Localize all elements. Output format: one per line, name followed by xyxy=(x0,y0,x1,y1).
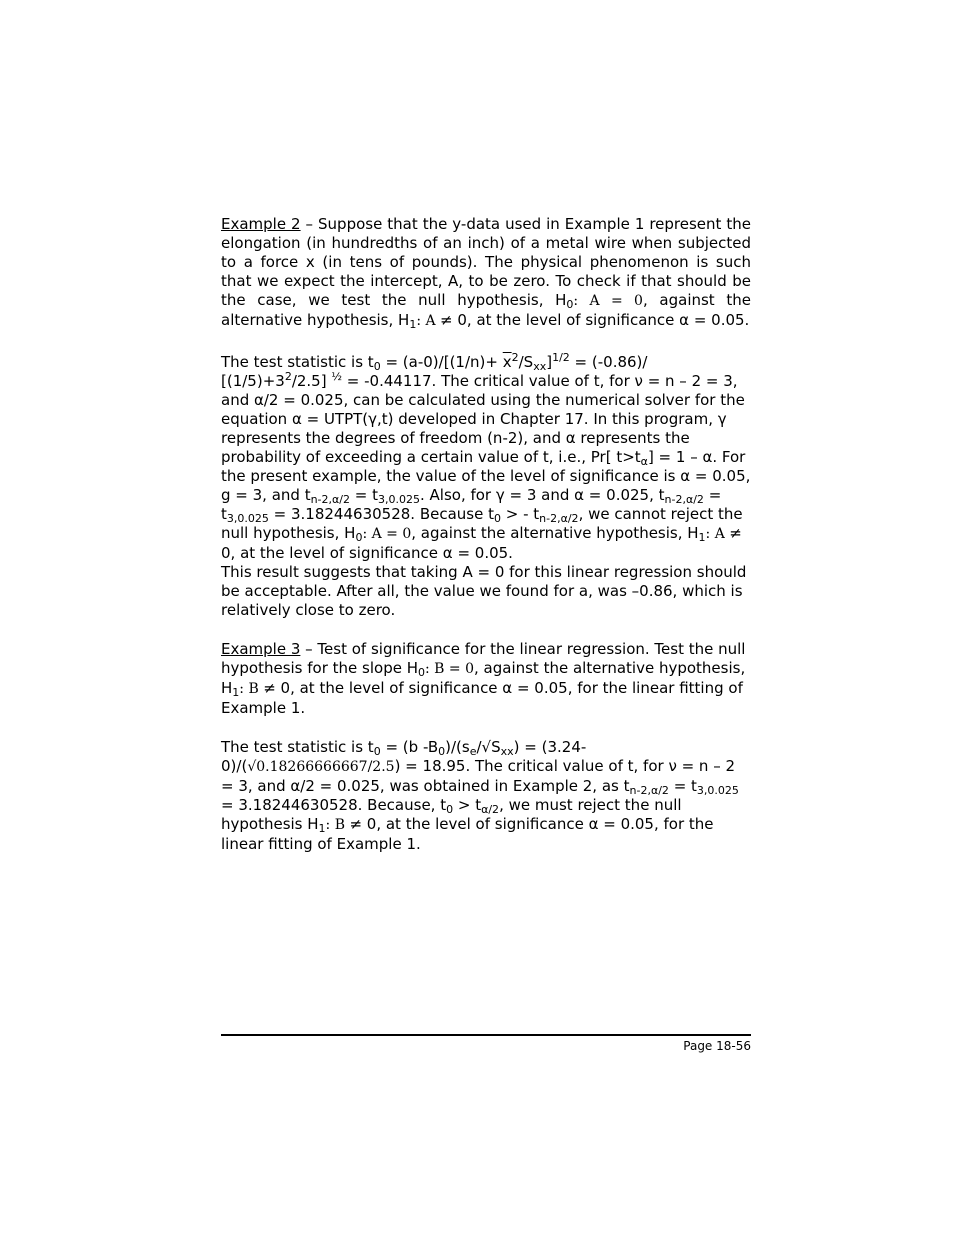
example-3-heading: Example 3 xyxy=(221,640,301,658)
example-2-test-statistic-paragraph: The test statistic is $t_0 = (a-0)/[(1/n)+ \overline{x}^2/S_{xx}]^{1/2} = (-0.86)/$ $[(1/5)+3^2/2.5] ^{\frac{1}{2}} = -0.44117$. The critical value of t, for ν = n – 2 = 3, and α/2 = 0.025, can be calculated using the numerical solver for the equation α = UTPT(γ,t) developed in Chapter 17. In this program, γ represents the degrees of freedom (n-2), and α represents the probability of exceeding a certain value of t, i.e., Pr[ $t>t_\alpha] = 1 - \alpha$. For the present example, the value of the level of significance is α = 0.05, g = 3, and $t_{n-2,\alpha/2} = t_{3,0.025}$. Also, for γ = 3 and α = 0.025, $t_{n-2,\alpha/2} = t_{3,0.025} = 3.18244630528$. Because $t_0$ > - $t_{n-2,\alpha/2}$, we cannot reject the null hypothesis, $H_0$: A = 0, against the alternative hypothesis, $H_1$: A ≠ 0, at the level of significance α = 0.05. xyxy=(221,351,751,562)
example-3-paragraph: Example 3 – Test of significance for the linear regression. Test the null hypothesis for the slope $H_0$: B = 0, against the alternative hypothesis, $H_1$: B ≠ 0, at the level of significance α = 0.05, for the linear fitting of Example 1. xyxy=(221,640,746,717)
example-3-test-statistic-paragraph: The test statistic is $t_0 = (b$ $-B_0)/(s_e/√S_{xx}) = (3.24-0)/(√0.18266666667/2.5) = 18.95$. The critical value of t, for ν = n – 2 = 3, and α/2 = 0.025, was obtained in Example 2, as $t_{n-2,\alpha/2} = t_{3,0.025} = 3.18244630528$. Because, $t_0 > t_{\alpha/2}$, we must reject the null hypothesis $H_1$: B ≠ 0, at the level of significance α = 0.05, for the linear fitting of Example 1. xyxy=(221,738,739,853)
example-2-paragraph: Example 2 – Suppose that the y-data used in Example 1 represent the elongation (in hundredths of an inch) of a metal wire when subjected to a force x (in tens of pounds). The physical phenomenon is such that we expect the intercept, A, to be zero. To check if that should be the case, we test the null hypothesis, $H_0$: A = 0, against the alternative hypothesis, $H_1$: A ≠ 0, at the level of significance α = 0.05. xyxy=(221,215,751,331)
page-number: Page 18-56 xyxy=(683,1039,751,1053)
footer-rule xyxy=(221,1034,751,1036)
example-2-heading: Example 2 xyxy=(221,215,301,233)
page-body xyxy=(221,215,751,854)
example-2-conclusion-paragraph: This result suggests that taking A = 0 for this linear regression should be acceptable. After all, the value we found for a, was –0.86, which is relatively close to zero. xyxy=(221,563,747,619)
x-bar: $\overline{x}$ xyxy=(502,353,512,371)
